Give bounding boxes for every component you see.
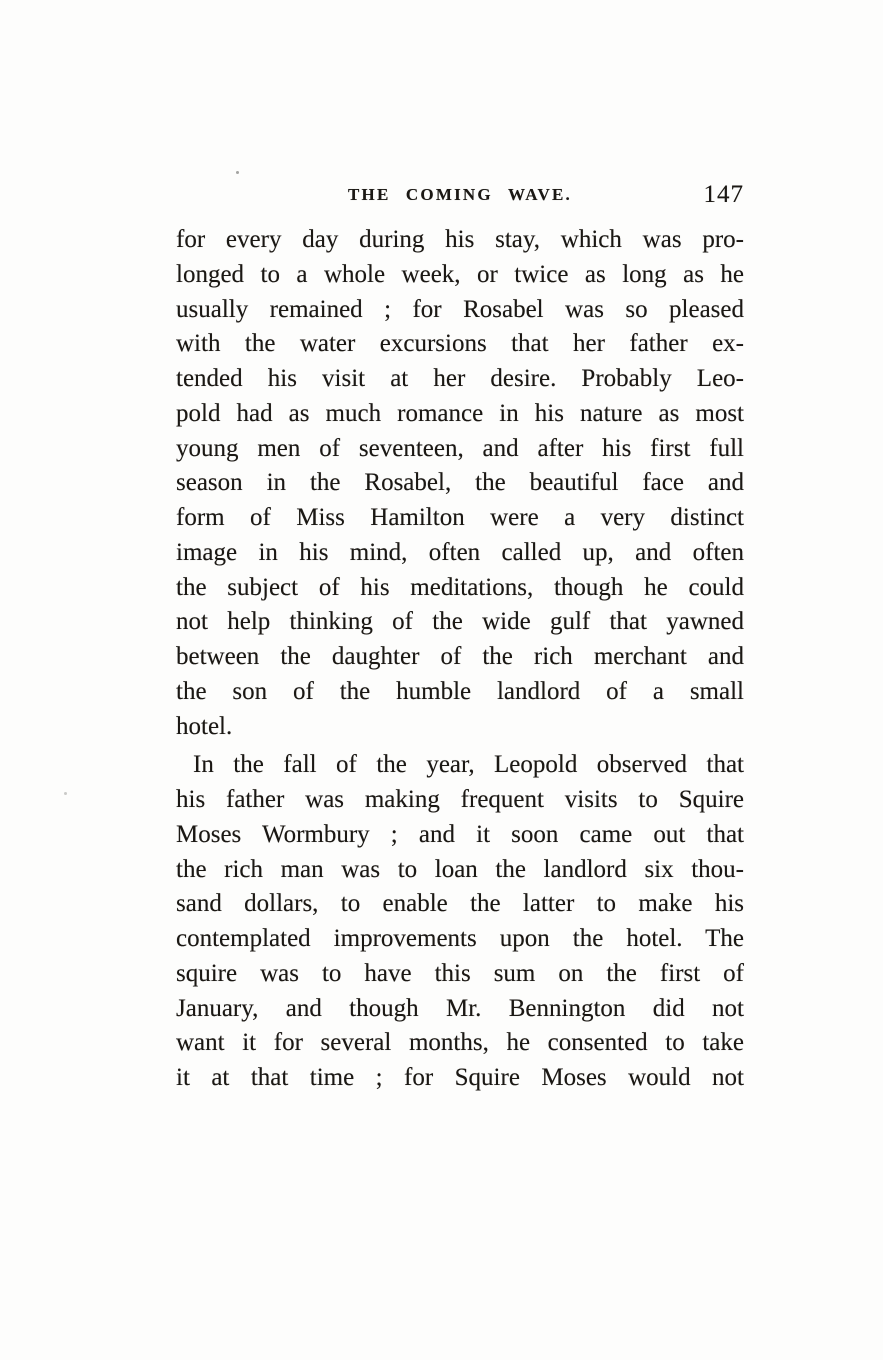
text-line: the rich man was to loan the landlord six thou- <box>176 855 744 883</box>
text-line: it at that time ; for Squire Moses would not <box>176 1064 744 1091</box>
text-line: the subject of his meditations, though he could <box>176 573 744 601</box>
text-line: contemplated improvements upon the hotel. The <box>176 925 744 952</box>
text-line: pold had as much romance in his nature as most <box>176 399 744 427</box>
text-line: In the fall of the year, Leopold observed that <box>193 751 744 779</box>
text-line: for every day during his stay, which was pro- <box>176 226 744 253</box>
text-line: sand dollars, to enable the latter to make his <box>176 890 744 918</box>
text-line: young men of seventeen, and after his first full <box>176 434 744 462</box>
paragraph <box>176 223 744 744</box>
page-number: 147 <box>703 181 744 208</box>
text-line: form of Miss Hamilton were a very distinct <box>176 504 744 531</box>
text-line: longed to a whole week, or twice as long as he <box>176 260 744 288</box>
scan-speck <box>236 171 239 174</box>
running-title: THE COMING WAVE. <box>347 185 573 204</box>
text-line: not help thinking of the wide gulf that yawned <box>176 608 744 636</box>
text-line: January, and though Mr. Bennington did not <box>176 994 744 1022</box>
text-line: between the daughter of the rich merchant and <box>176 643 744 670</box>
page-header <box>176 181 744 209</box>
text-line: image in his mind, often called up, and often <box>176 538 744 566</box>
body-text <box>176 223 744 1096</box>
text-line: tended his visit at her desire. Probably Leo- <box>176 365 744 392</box>
text-line: Moses Wormbury ; and it soon came out that <box>176 820 744 848</box>
text-line: season in the Rosabel, the beautiful face and <box>176 469 744 497</box>
text-line: want it for several months, he consented to take <box>176 1029 744 1057</box>
text-line: hotel. <box>176 712 233 740</box>
text-line: squire was to have this sum on the first of <box>176 959 744 987</box>
text-line: usually remained ; for Rosabel was so pleased <box>176 295 744 323</box>
scan-speck <box>64 792 67 795</box>
text-line: his father was making frequent visits to Squire <box>176 786 744 813</box>
text-line: with the water excursions that her father ex- <box>176 330 744 358</box>
paragraph <box>176 748 744 1096</box>
text-line: the son of the humble landlord of a small <box>176 677 744 705</box>
